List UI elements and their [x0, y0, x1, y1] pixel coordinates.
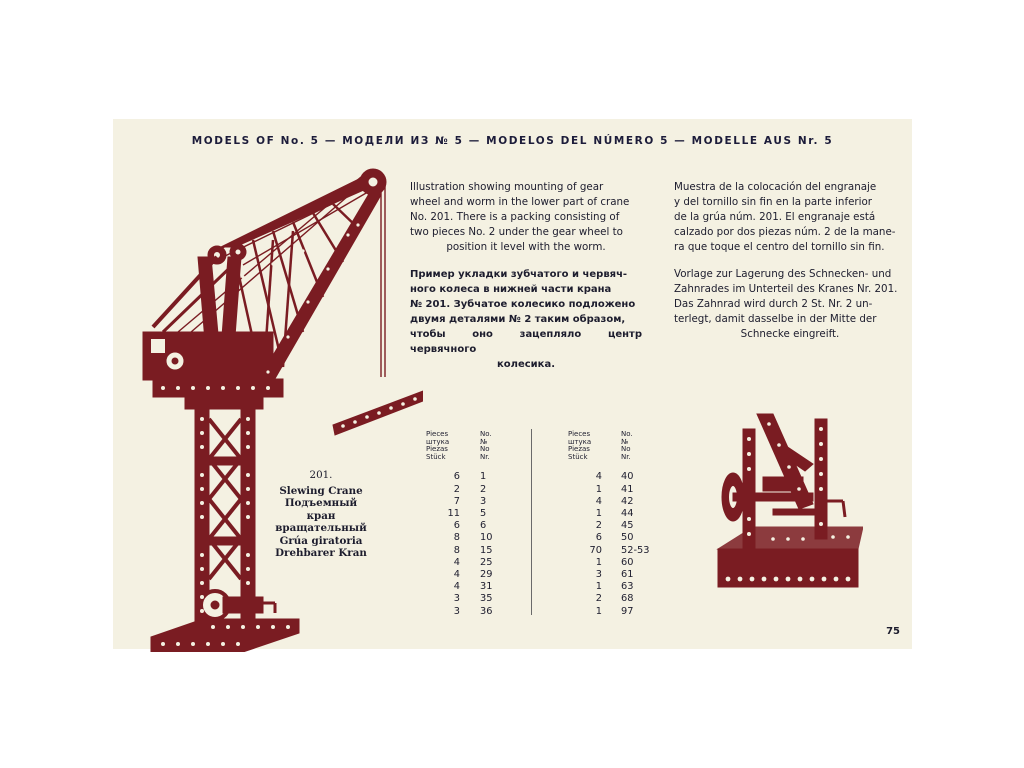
slewing-crane-illustration: [123, 157, 423, 652]
model-name-en: Slewing Crane: [279, 484, 363, 497]
text-russian: Пример укладки зубчатого и червяч- ного колеса в нижней части крана № 201. Зубчатое колесико подложено двумя деталями № 2 таким образом, чтобы оно зацепляло центр червячного колесика.: [410, 269, 642, 370]
pieces-header: Pieces штука Piezas Stück: [426, 430, 450, 461]
model-name-de: Drehbarer Kran: [275, 547, 367, 559]
model-number: 201.: [309, 469, 333, 481]
text-spanish: Muestra de la colocación del engranaje y del tornillo sin fin en la parte inferior de la grúa núm. 201. El engranaje está calzado por dos piezas núm. 2 de la mane- ra que toque el centro del tornillo sin fin.: [674, 181, 896, 253]
table-divider: [531, 429, 532, 615]
model-caption: [271, 469, 371, 560]
gear-mounting-illustration: [713, 409, 863, 599]
text-german: Vorlage zur Lagerung des Schnecken- und Zahnrades im Unterteil des Kranes Nr. 201. Das Zahnrad wird durch 2 St. Nr. 2 un- terlegt, damit dasselbe in der Mitte der Schnecke eingreift.: [674, 268, 898, 340]
parts-table-left-no: No. № No Nr. 1 2 3 5 6 10 15 25 29 31 35 36: [480, 431, 510, 618]
text-english: Illustration showing mounting of gear wheel and worm in the lower part of crane No. 201. There is a packing consisting of two pieces No. 2 under the gear wheel to position it level with the worm.: [410, 181, 630, 253]
model-name-ru-2: вращательный: [275, 522, 367, 534]
parts-table-left-pieces: Pieces штука Piezas Stück 6 2 7 11 6 8 8 4 4 4 3 3: [426, 430, 460, 617]
parts-table-right-pieces: Pieces штука Piezas Stück 4 1 4 1 2 6 70 1 3 1 2 1: [568, 430, 602, 617]
no-header: No. № No Nr.: [480, 430, 492, 461]
manual-page: [113, 119, 912, 649]
pieces-header-right: Pieces штука Piezas Stück: [568, 430, 592, 461]
page-header: MODELS OF No. 5 — МОДЕЛИ ИЗ № 5 — MODELOS DEL NÚMERO 5 — MODELLE AUS Nr. 5: [191, 135, 834, 147]
model-name-ru-1: Подъемный кран: [284, 497, 358, 522]
model-name-es: Grúa giratoria: [279, 534, 363, 547]
no-header-right: No. № No Nr.: [621, 430, 633, 461]
page-number: 75: [886, 626, 900, 637]
parts-table-right-no: No. № No Nr. 40 41 42 44 45 50 52-53 60 61 63 68 97: [621, 431, 661, 618]
